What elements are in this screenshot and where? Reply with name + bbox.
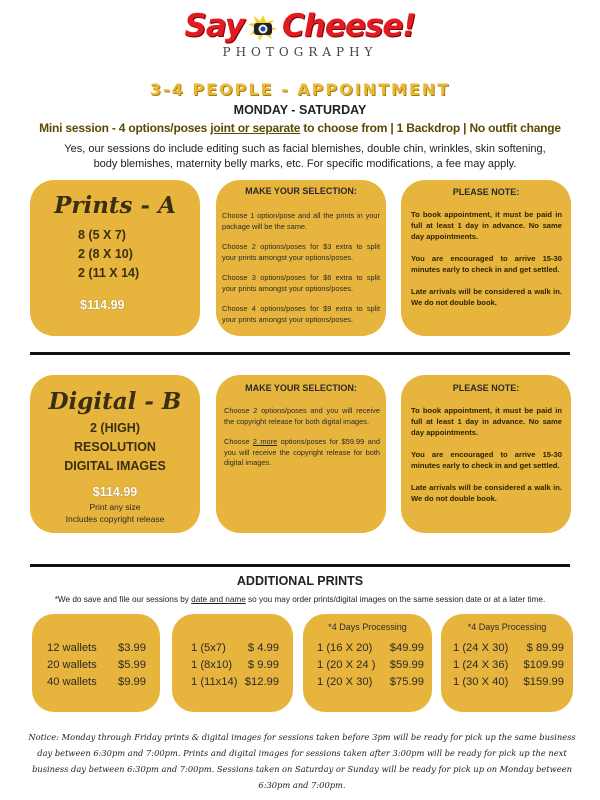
- price-value: $49.99: [389, 642, 424, 654]
- mini-underlined: joint or separate: [210, 121, 301, 135]
- note-b-paragraph: Late arrivals will be considered a walk in. We do not double book.: [411, 483, 562, 503]
- selection-b-card: [216, 375, 386, 533]
- package-b-line: DIGITAL IMAGES: [64, 459, 166, 473]
- price-row: [453, 640, 564, 657]
- price-item: 1 (5x7): [191, 642, 226, 654]
- price-row: [191, 640, 279, 657]
- selection-b-body: [224, 406, 380, 479]
- large-prints-list: [453, 640, 564, 691]
- package-b-description: [30, 419, 200, 476]
- price-row: [47, 657, 146, 674]
- logo-wordmark: [185, 8, 416, 44]
- price-row: [47, 674, 146, 691]
- addl-note-text: *We do save and file our sessions by: [54, 595, 192, 604]
- price-value: $ 89.99: [526, 642, 564, 654]
- package-a-price: $114.99: [80, 298, 125, 312]
- logo-tagline: PHOTOGRAPHY: [222, 45, 378, 59]
- wallets-card: [32, 614, 160, 712]
- processing-tag: *4 Days Processing: [328, 622, 407, 632]
- package-a-item: 2 (11 X 14): [78, 266, 140, 280]
- note-a-paragraph: Late arrivals will be considered a walk in. We do not double book.: [411, 287, 562, 307]
- price-value: $3.99: [118, 642, 146, 654]
- mini-part2: to choose from | 1 Backdrop | No outfit change: [300, 121, 561, 135]
- note-a-card: [401, 180, 571, 336]
- note-a-paragraph: To book appointment, it must be paid in full at least 1 day in advance. No same day appointments.: [411, 210, 562, 241]
- selection-a-body: [222, 211, 380, 335]
- medium-prints-list: [317, 640, 424, 691]
- price-value: $109.99: [523, 659, 564, 671]
- selection-b-text: Choose: [224, 437, 253, 446]
- price-item: 1 (20 X 24 ): [317, 659, 376, 671]
- price-row: [47, 640, 146, 657]
- selection-a-option: Choose 3 options/poses for $6 extra to split your prints amongst your options/poses.: [222, 273, 380, 293]
- price-item: 1 (16 X 20): [317, 642, 373, 654]
- small-prints-card: [172, 614, 293, 712]
- logo-text-cheese: Cheese!: [282, 8, 416, 44]
- addl-note-text: so you may order prints/digital images on the same session date or at a later time.: [245, 595, 546, 604]
- additional-prints-note: [0, 595, 600, 604]
- days-subtitle: MONDAY - SATURDAY: [233, 103, 367, 117]
- selection-a-option: Choose 2 options/poses for $3 extra to split your prints amongst your options/poses.: [222, 242, 380, 262]
- price-row: [453, 657, 564, 674]
- note-a-paragraph: You are encouraged to arrive 15-30 minutes early to check in and get settled.: [411, 254, 562, 274]
- addl-note-underlined: date and name: [191, 595, 246, 604]
- price-value: $59.99: [389, 659, 424, 671]
- camera-icon: [248, 13, 278, 39]
- note-a-body: [411, 209, 562, 319]
- selection-a-card: [216, 180, 386, 336]
- price-value: $12.99: [244, 676, 279, 688]
- brand-logo: [0, 8, 600, 59]
- selection-b-underlined: 2 more: [252, 437, 278, 446]
- page-headline: 3-4 PEOPLE - APPOINTMENT: [149, 80, 451, 99]
- price-row: [191, 657, 279, 674]
- large-prints-card: [441, 614, 573, 712]
- medium-prints-card: [303, 614, 432, 712]
- package-b-subtext: [30, 501, 200, 525]
- price-value: $ 4.99: [247, 642, 279, 654]
- package-b-price: $114.99: [92, 485, 138, 499]
- pickup-notice: Notice: Monday through Friday prints & digital images for sessions taken before 3pm will be ready for pick up the same business day between 6:30pm and 7:00pm. Prints and digital images for sessions taken after 3:00pm will be ready for pick up the next business day between 6:30pm and 7:00pm. Sessions taken on Saturday or Sunday will be ready for pick up on Monday between 6:30pm and 7:00pm.: [28, 732, 576, 790]
- note-b-card: [401, 375, 571, 533]
- note-b-paragraph: You are encouraged to arrive 15-30 minutes early to check in and get settled.: [411, 450, 562, 470]
- price-row: [317, 657, 424, 674]
- package-b-title: Digital - B: [48, 388, 182, 415]
- package-b-line: 2 (HIGH): [90, 421, 140, 435]
- price-item: 1 (24 X 36): [453, 659, 509, 671]
- price-item: 1 (30 X 40): [453, 676, 509, 688]
- selection-a-option: Choose 4 options/poses for $9 extra to split your prints amongst your options/poses.: [222, 304, 380, 324]
- price-item: 12 wallets: [47, 642, 97, 654]
- note-a-label: PLEASE NOTE:: [452, 187, 520, 197]
- logo-text-say: Say: [184, 8, 244, 44]
- package-b-sub: Includes copyright release: [65, 514, 165, 524]
- selection-a-option: Choose 1 option/pose and all the prints in your package will be the same.: [222, 211, 380, 231]
- price-item: 1 (20 X 30): [317, 676, 373, 688]
- processing-tag: *4 Days Processing: [467, 622, 547, 632]
- price-item: 20 wallets: [47, 659, 97, 671]
- selection-a-label: MAKE YOUR SELECTION:: [245, 186, 357, 196]
- selection-b-option: [224, 437, 380, 469]
- price-row: [317, 640, 424, 657]
- package-a-items: [78, 226, 139, 283]
- selection-b-option: Choose 2 options/poses and you will receive the copyright release for both digital images.: [224, 406, 380, 426]
- package-a-item: 8 (5 X 7): [78, 228, 126, 242]
- price-item: 40 wallets: [47, 676, 97, 688]
- package-a-card: [30, 180, 200, 336]
- note-b-paragraph: To book appointment, it must be paid in full at least 1 day in advance. No same day appointments.: [411, 406, 562, 437]
- note-b-label: PLEASE NOTE:: [452, 383, 520, 393]
- price-item: 1 (24 X 30): [453, 642, 509, 654]
- mini-part1: Mini session - 4 options/poses: [39, 121, 211, 135]
- price-row: [453, 674, 564, 691]
- note-b-body: [411, 405, 562, 515]
- package-b-sub: Print any size: [89, 502, 141, 512]
- price-row: [317, 674, 424, 691]
- wallets-list: [47, 640, 146, 691]
- small-prints-list: [191, 640, 279, 691]
- price-item: 1 (8x10): [191, 659, 233, 671]
- package-b-line: RESOLUTION: [74, 440, 156, 454]
- mini-session-line: [0, 121, 600, 135]
- package-a-item: 2 (8 X 10): [78, 247, 133, 261]
- price-row: [191, 674, 279, 691]
- price-item: 1 (11x14): [191, 676, 238, 688]
- section-divider: [30, 564, 570, 567]
- price-value: $5.99: [118, 659, 146, 671]
- package-a-title: Prints - A: [54, 192, 176, 219]
- selection-b-text: options/poses for $59.99 and you will receive the copyright release for both digital images.: [224, 437, 380, 467]
- package-b-card: [30, 375, 200, 533]
- price-value: $159.99: [523, 676, 564, 688]
- price-value: $75.99: [389, 676, 424, 688]
- selection-b-label: MAKE YOUR SELECTION:: [245, 383, 357, 393]
- price-value: $9.99: [118, 676, 146, 688]
- editing-description: Yes, our sessions do include editing such as facial blemishes, double chin, wrinkles, skin softening, body blemishes, maternity belly marks, etc. For specific modifications, a fee may apply.: [64, 143, 546, 170]
- price-value: $ 9.99: [247, 659, 279, 671]
- section-divider: [30, 352, 570, 355]
- additional-prints-title: ADDITIONAL PRINTS: [236, 574, 364, 588]
